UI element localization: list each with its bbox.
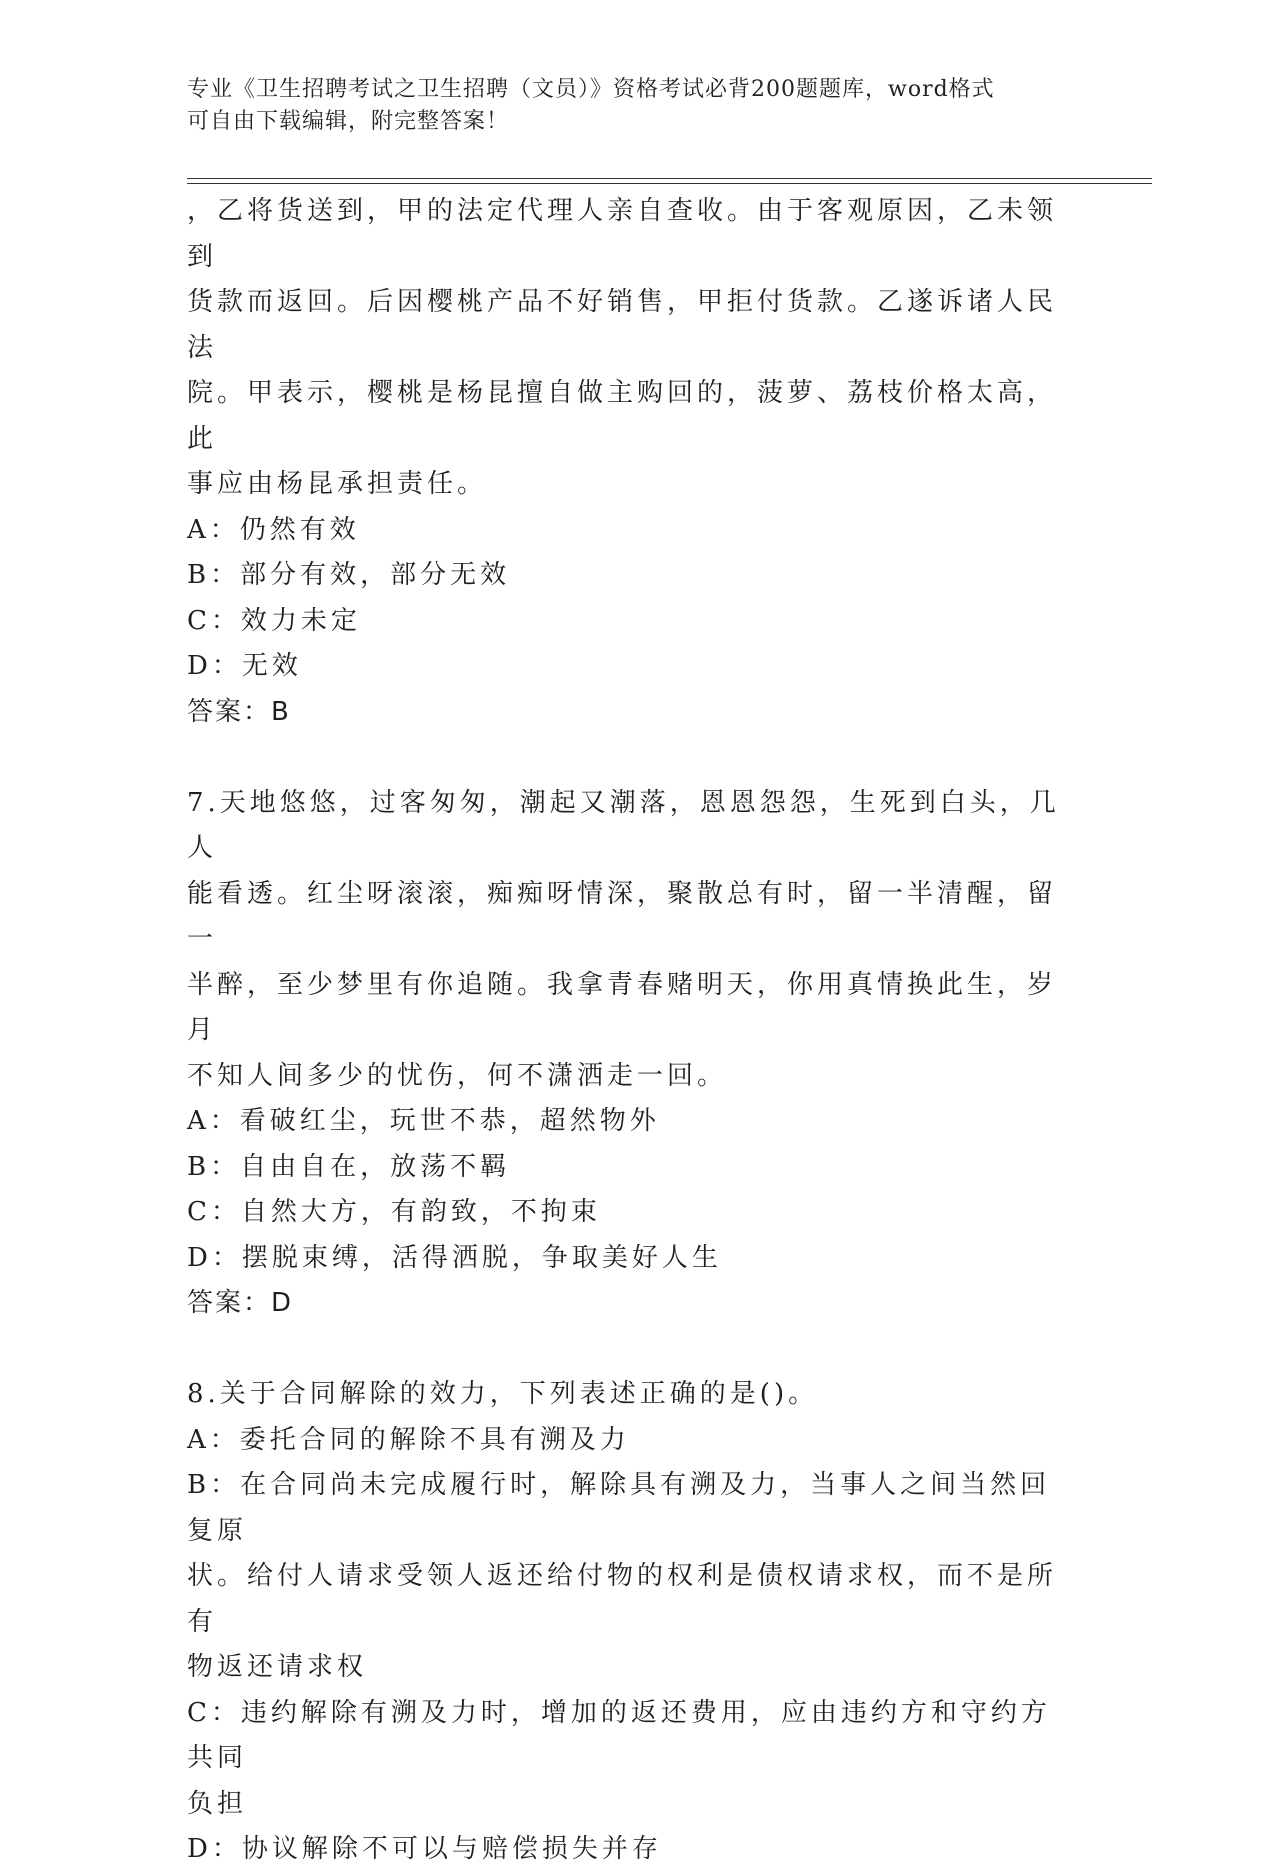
question-6-answer: 答案：B [187,696,291,727]
header-divider-bottom [187,183,1152,184]
question-7-option-d: D：摆脱束缚，活得洒脱，争取美好人生 [187,1242,722,1273]
question-content [187,189,1077,1873]
question-7-stem-line: 7.天地悠悠，过客匆匆，潮起又潮落，恩恩怨怨，生死到白头，几人 [187,787,1060,863]
question-6-option-b: B：部分有效，部分无效 [187,560,511,590]
question-7-stem-line: 能看透。红尘呀滚滚，痴痴呀情深，聚散总有时，留一半清醒，留一 [187,878,1058,954]
question-7-answer: 答案：D [187,1288,294,1318]
question-7-option-b: B：自由自在，放荡不羁 [187,1151,511,1182]
question-6-stem-line: 事应由杨昆承担责任。 [187,469,488,499]
question-8 [187,1372,1077,1873]
question-8-option-c-line: C：违约解除有溯及力时，增加的返还费用，应由违约方和守约方共同 [187,1697,1051,1773]
spacer [187,735,1077,781]
spacer [187,1327,1077,1373]
question-6-stem-line: 货款而返回。后因樱桃产品不好销售，甲拒付货款。乙遂诉诸人民法 [187,287,1058,363]
header-title-line-2: 可自由下载编辑，附完整答案！ [187,109,510,134]
question-7 [187,781,1077,1327]
document-header [187,74,1087,138]
question-7-stem-line: 半醉，至少梦里有你追随。我拿青春赌明天，你用真情换此生，岁月 [187,969,1058,1045]
question-8-option-b-line: B：在合同尚未完成履行时，解除具有溯及力，当事人之间当然回复原 [187,1470,1051,1546]
header-divider-top [187,178,1152,179]
question-8-option-b-line: 状。给付人请求受领人返还给付物的权利是债权请求权，而不是所有 [187,1561,1058,1637]
question-8-option-c-line: 负担 [187,1788,248,1819]
question-6-option-d: D：无效 [187,651,302,681]
question-6-option-a: A：仍然有效 [187,514,360,545]
question-6-option-c: C：效力未定 [187,605,361,636]
question-8-option-a: A：委托合同的解除不具有溯及力 [187,1424,630,1455]
question-6-stem-line: 院。甲表示，樱桃是杨昆擅自做主购回的，菠萝、荔枝价格太高，此 [187,378,1058,454]
question-8-stem: 8.关于合同解除的效力，下列表述正确的是()。 [187,1379,819,1409]
header-title-line-1: 专业《卫生招聘考试之卫生招聘（文员）》资格考试必背200题题库，word格式 [187,77,995,102]
question-7-option-a: A：看破红尘，玩世不恭，超然物外 [187,1106,660,1136]
question-6 [187,189,1077,735]
question-8-option-b-line: 物返还请求权 [187,1652,368,1682]
question-7-stem-line: 不知人间多少的忧伤，何不潇洒走一回。 [187,1060,728,1091]
question-8-option-d: D：协议解除不可以与赔偿损失并存 [187,1834,662,1864]
question-7-option-c: C：自然大方，有韵致，不拘束 [187,1197,601,1227]
question-6-stem-line: ，乙将货送到，甲的法定代理人亲自查收。由于客观原因，乙未领到 [187,196,1058,272]
